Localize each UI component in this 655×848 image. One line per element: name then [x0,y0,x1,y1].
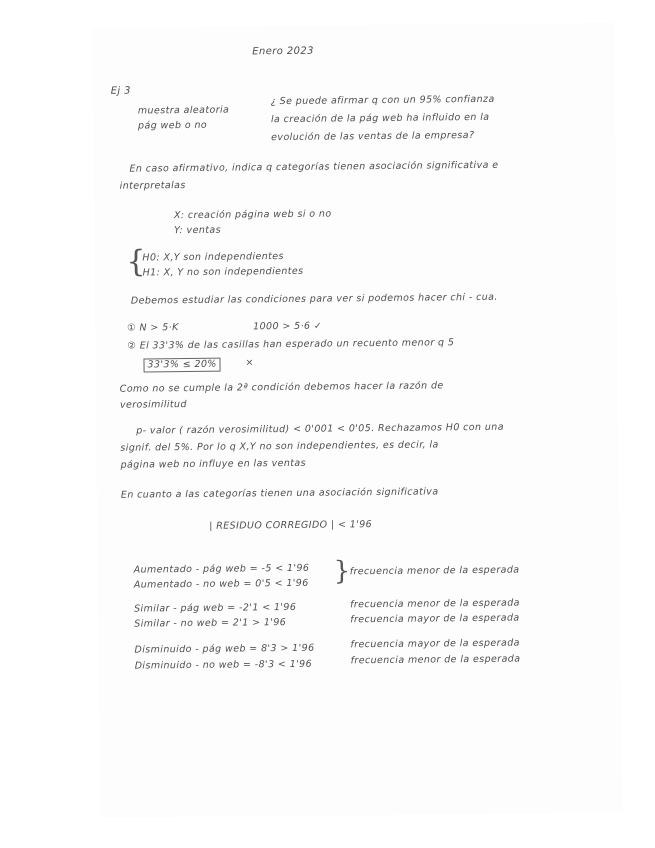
question-line-2: la creación de la pág web ha influido en la [270,111,490,126]
intro-line-1: En caso afirmativo, indica q categorías tienen asociación significativa e [129,159,499,175]
condition-1-check: 1000 > 5·6 ✓ [253,320,323,333]
residuo-corregido: | RESIDUO CORREGIDO | < 1'96 [209,519,373,532]
hypotheses-brace: { [126,244,146,280]
residual-note-1: frecuencia menor de la esperada [349,564,520,578]
variable-y: Y: ventas [174,224,221,237]
residual-row-5: Disminuido - pág web = 8'3 > 1'96 [134,642,315,656]
residual-row-4: Similar - no web = 2'1 > 1'96 [134,616,287,630]
left-col-line-2: pág web o no [137,119,208,132]
residual-row-2: Aumentado - no web = 0'5 < 1'96 [133,577,309,591]
residual-note-6: frecuencia menor de la esperada [350,653,521,667]
residual-row-1: Aumentado - pág web = -5 < 1'96 [133,562,310,576]
condition-2: ② El 33'3% de las casillas han esperado un recuento menor q 5 [127,337,455,352]
test-line-2: verosimilitud [119,399,187,411]
conditions-intro: Debemos estudiar las condiciones para ver si podemos hacer chi - cua. [130,291,498,307]
intro-line-2: interpretalas [119,180,186,192]
question-line-1: ¿ Se puede afirmar q con un 95% confianza [270,93,495,108]
hypothesis-h0: H0: X,Y son independientes [142,251,284,264]
test-line-1: Como no se cumple la 2ª condición debemos hacer la razón de [119,380,444,395]
conclusion: En cuanto a las categorías tienen una asociación significativa [120,486,439,501]
residual-note-3: frecuencia menor de la esperada [349,597,520,611]
notebook-page [92,23,622,818]
residual-note-4: frecuencia mayor de la esperada [350,612,520,626]
condition-1: ① N > 5·K [127,322,179,334]
residual-note-5: frecuencia mayor de la esperada [350,637,520,651]
pvalue-line-3: página web no influye en las ventas [120,457,306,471]
question-line-3: evolución de las ventas de la empresa? [271,130,475,144]
left-col-line-1: muestra aleatoria [137,104,230,117]
exercise-label: Ej 3 [110,85,131,97]
variable-x: X: creación página web si o no [173,208,332,222]
hypothesis-h1: H1: X, Y no son independientes [142,265,304,279]
boxed-result: 33'3% ≤ 20% [143,358,220,373]
residual-brace: } [333,556,351,587]
pvalue-line-1: p- valor ( razón verosimilitud) < 0'001 < 0'05. Rechazamos H0 con una [136,421,504,437]
residual-row-6: Disminuido - no web = -8'3 < 1'96 [134,658,313,672]
residual-row-3: Similar - pág web = -2'1 < 1'96 [134,601,297,615]
header-date: Enero 2023 [252,45,314,58]
pvalue-line-2: signif. del 5%. Por lo q X,Y no son independientes, es decir, la [120,439,439,454]
boxed-mark: × [245,357,254,369]
